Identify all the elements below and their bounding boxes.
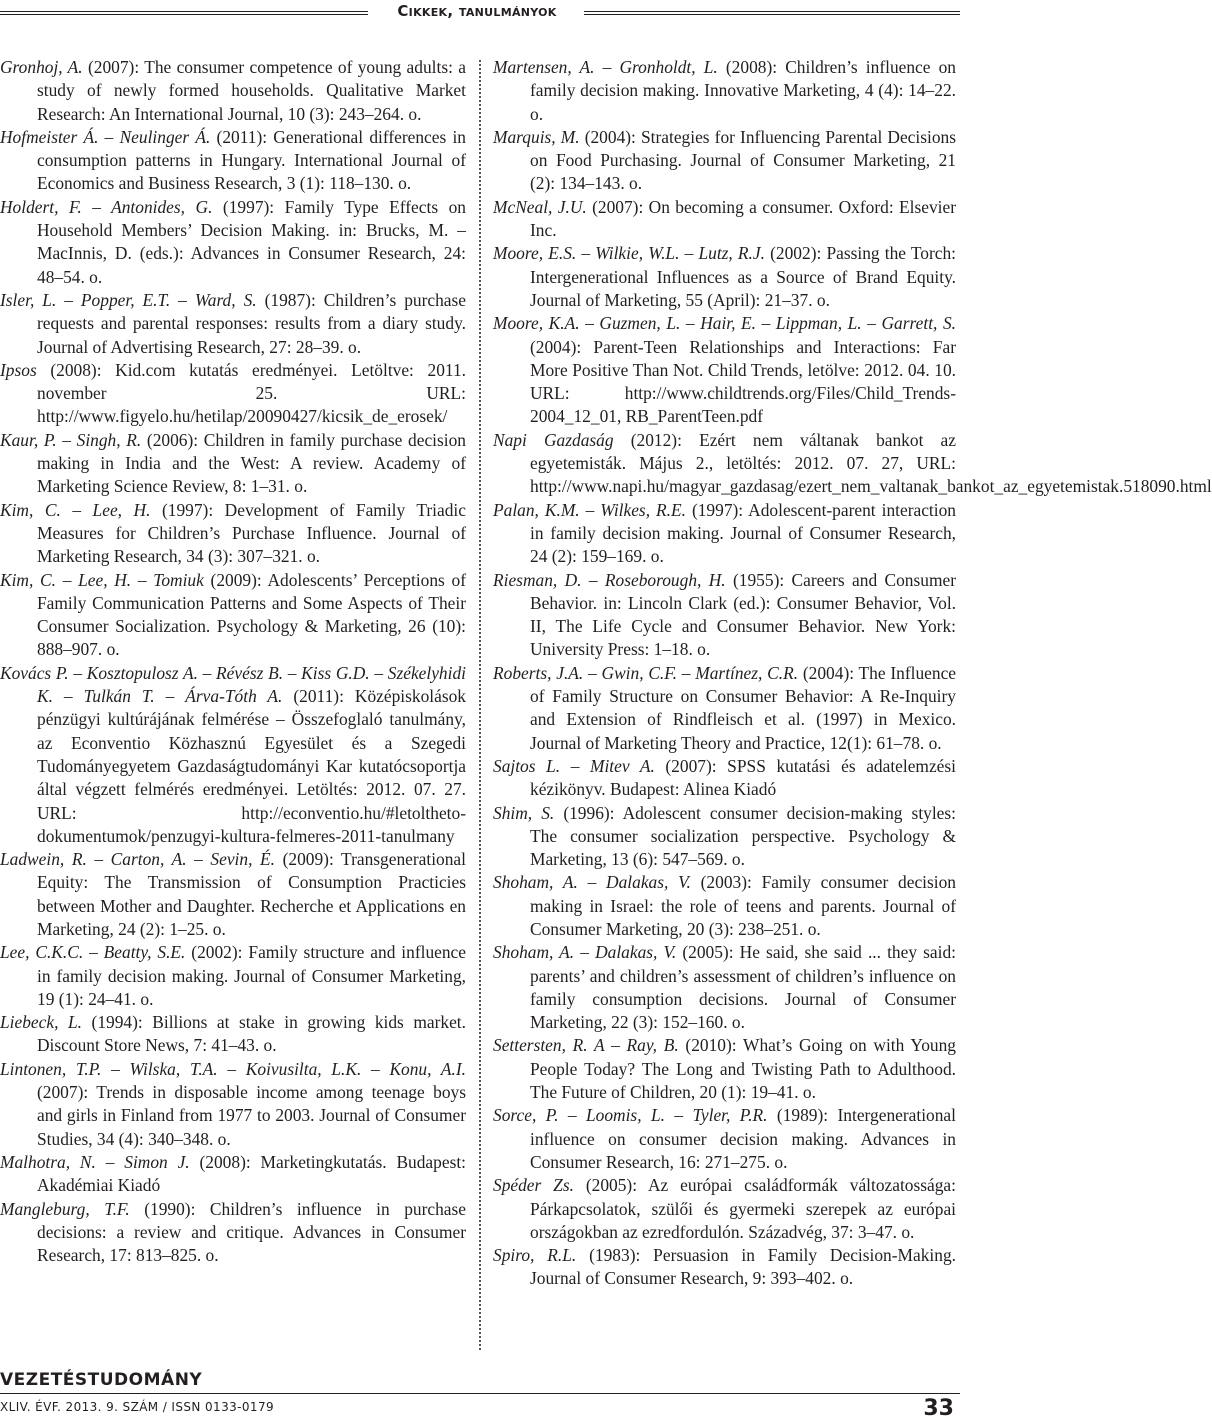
reference-entry xyxy=(0,662,466,848)
reference-author: Liebeck, L. xyxy=(0,1012,82,1033)
reference-entry xyxy=(0,429,466,499)
reference-entry xyxy=(0,499,466,569)
reference-author: Shoham, A. – Dalakas, V. xyxy=(493,872,691,893)
reference-text: (2004): Strategies for Influencing Parental Decisions on Food Purchasing. Journal of Consumer Marketing, 21 (2): 134–143. o. xyxy=(530,126,956,194)
reference-author: Kovács P. – Kosztopulosz A. – Révész B. – Kiss G.D. – Székelyhidi K. – Tulkán T. – Árva-Tóth A. xyxy=(0,662,466,707)
reference-text: (2008): Kid.com kutatás eredményei. Letöltve: 2011. november 25. URL: http://www.figyelo.hu/hetilap/20090427/kicsik_de_erosek/ xyxy=(36,359,466,427)
reference-author: Kaur, P. – Singh, R. xyxy=(0,429,142,450)
section-title: Cikkek, tanulmányok xyxy=(397,2,557,20)
reference-text: (2005): He said, she said ... they said: parents’ and children’s assessment of children’s influence on family consumption decisions. Journal of Consumer Marketing, 22 (3): 152–160. o. xyxy=(530,942,956,1033)
reference-text: (2007): Trends in disposable income among teenage boys and girls in Finland from 1977 to 2003. Journal of Consumer Studies, 34 (4): 340–348. o. xyxy=(37,1082,466,1149)
reference-author: Moore, E.S. – Wilkie, W.L. – Lutz, R.J. xyxy=(493,243,765,264)
references-left-column xyxy=(0,56,466,1267)
footer-rule xyxy=(0,1393,960,1394)
reference-author: Lintonen, T.P. – Wilska, T.A. – Koivusilta, L.K. – Konu, A.I. xyxy=(0,1058,466,1079)
reference-text: (2007): The consumer competence of young adults: a study of newly formed households. Qualitative Market Research: An International Journal, 10 (3): 243–264. o. xyxy=(37,57,466,124)
reference-entry xyxy=(493,662,956,755)
magazine-name: VEZETÉSTUDOMÁNY xyxy=(0,1370,203,1390)
reference-text: (2006): Children in family purchase decision making in India and the West: A review. Academy of Marketing Science Review, 8: 1–31. o. xyxy=(37,429,467,497)
reference-author: Settersten, R. A – Ray, B. xyxy=(493,1035,679,1056)
reference-entry xyxy=(493,429,1212,499)
reference-text: (2009): Transgenerational Equity: The Transmission of Consumption Practicies between Mother and Daughter. Recherche et Applications en Marketing, 24 (2): 1–25. o. xyxy=(37,849,466,939)
references-right-column xyxy=(493,56,1212,1291)
reference-author: Roberts, J.A. – Gwin, C.F. – Martínez, C.R. xyxy=(493,662,799,683)
reference-text: (2011): Középiskolások pénzügyi kultúrájának felmérése – Összefoglaló tanulmány, az Econventio Közhasznú Egyesület és a Szegedi Tudományegyetem Gazdaságtudományi Kar kutatócsoportja által végzett felmérés eredményei. Letöltés: 2012. 07. 27. URL: http://econventio.hu/#letoltheto-dokumentumok/penzugyi-kultura-felmeres-2011-tanulmany xyxy=(37,686,466,846)
header-rule-right xyxy=(584,11,960,15)
reference-author: Isler, L. – Popper, E.T. – Ward, S. xyxy=(0,289,257,310)
reference-entry xyxy=(0,126,466,196)
reference-author: Kim, C. – Lee, H. xyxy=(0,499,151,520)
reference-text: (2003): Family consumer decision making in Israel: the role of teens and parents. Journal of Consumer Marketing, 20 (3): 238–251. o. xyxy=(530,872,956,939)
reference-entry xyxy=(493,755,956,802)
reference-entry xyxy=(493,1174,956,1244)
reference-entry xyxy=(0,569,466,662)
issue-info: XLIV. ÉVF. 2013. 9. SZÁM / ISSN 0133-0179 xyxy=(0,1400,275,1414)
reference-text: (1983): Persuasion in Family Decision-Making. Journal of Consumer Research, 9: 393–402. o. xyxy=(530,1245,956,1289)
reference-text: (1989): Intergenerational influence on consumer decision making. Advances in Consumer Research, 16: 271–275. o. xyxy=(530,1105,956,1172)
reference-text: (1955): Careers and Consumer Behavior. in: Lincoln Clark (ed.): Consumer Behavior, Vol. II, The Life Cycle and Consumer Behavior. New York: University Press: 1–18. o. xyxy=(530,569,956,660)
reference-author: Martensen, A. – Gronholdt, L. xyxy=(493,57,718,77)
reference-text: (2008): Children’s influence on family decision making. Innovative Marketing, 4 (4): 14–22. o. xyxy=(530,57,956,124)
reference-author: Shoham, A. – Dalakas, V. xyxy=(493,942,677,963)
reference-text: (2012): Ezért nem váltanak bankot az egyetemisták. Május 2., letöltés: 2012. 07. 27, URL: http://www.napi.hu/magyar_gazdasag/ezert_nem_valtanak_bankot_az_egyetemistak.518090.html xyxy=(530,429,1212,497)
reference-entry xyxy=(493,242,956,312)
reference-entry xyxy=(0,848,466,941)
reference-author: Palan, K.M. – Wilkes, R.E. xyxy=(493,499,686,520)
reference-entry xyxy=(0,289,466,359)
reference-author: Gronhoj, A. xyxy=(0,57,83,77)
header-rule-left xyxy=(0,11,368,15)
reference-entry xyxy=(0,941,466,1011)
reference-text: (1997): Adolescent-parent interaction in family decision making. Journal of Consumer Research, 24 (2): 159–169. o. xyxy=(530,499,956,567)
reference-entry xyxy=(493,196,956,243)
reference-author: Shim, S. xyxy=(493,802,555,823)
reference-author: Malhotra, N. – Simon J. xyxy=(0,1151,190,1172)
reference-author: Lee, C.K.C. – Beatty, S.E. xyxy=(0,942,186,963)
reference-text: (2002): Family structure and influence in family decision making. Journal of Consumer Marketing, 19 (1): 24–41. o. xyxy=(37,942,466,1009)
reference-author: Marquis, M. xyxy=(493,126,580,147)
reference-entry xyxy=(493,1034,956,1104)
reference-entry xyxy=(493,569,956,662)
reference-text: (2002): Passing the Torch: Intergenerational Influences as a Source of Brand Equity. Journal of Marketing, 55 (April): 21–37. o. xyxy=(530,243,956,310)
reference-text: (2010): What’s Going on with Young People Today? The Long and Twisting Path to Adulthood. The Future of Children, 20 (1): 19–41. o. xyxy=(530,1035,957,1103)
reference-text: (1997): Development of Family Triadic Measures for Children’s Purchase Influence. Journal of Marketing Research, 34 (3): 307–321. o. xyxy=(37,499,466,567)
reference-entry xyxy=(493,871,956,941)
reference-entry xyxy=(493,312,956,428)
reference-author: Sajtos L. – Mitev A. xyxy=(493,755,655,776)
reference-entry xyxy=(0,56,466,126)
reference-entry xyxy=(493,802,956,872)
column-separator xyxy=(479,60,481,1350)
reference-author: Spéder Zs. xyxy=(493,1175,574,1196)
reference-author: Moore, K.A. – Guzmen, L. – Hair, E. – Lippman, L. – Garrett, S. xyxy=(493,313,956,334)
reference-text: (2007): SPSS kutatási és adatelemzési kézikönyv. Budapest: Alinea Kiadó xyxy=(530,755,956,800)
reference-author: McNeal, J.U. xyxy=(493,196,587,217)
reference-entry xyxy=(0,196,466,289)
reference-entry xyxy=(0,359,466,429)
reference-author: Ladwein, R. – Carton, A. – Sevin, É. xyxy=(0,849,275,870)
reference-author: Mangleburg, T.F. xyxy=(0,1198,130,1219)
page-header xyxy=(0,2,960,24)
reference-text: (2004): The Influence of Family Structure on Consumer Behavior: A Re-Inquiry and Extension of Rindfleisch et al. (1997) in Mexico. Journal of Marketing Theory and Practice, 12(1): 61–78. o. xyxy=(530,662,957,753)
reference-entry xyxy=(0,1011,466,1058)
reference-entry xyxy=(493,1104,956,1174)
reference-entry xyxy=(493,1244,956,1291)
reference-text: (1987): Children’s purchase requests and parental responses: results from a diary study. Journal of Advertising Research, 27: 28–39. o. xyxy=(37,289,466,357)
reference-author: Sorce, P. – Loomis, L. – Tyler, P.R. xyxy=(493,1105,768,1126)
reference-author: Spiro, R.L. xyxy=(493,1245,577,1266)
reference-entry xyxy=(0,1151,466,1198)
reference-text: (2009): Adolescents’ Perceptions of Family Communication Patterns and Some Aspects of Their Consumer Socialization. Psychology & Marketing, 26 (10): 888–907. o. xyxy=(37,569,466,660)
page-number: 33 xyxy=(923,1396,954,1421)
reference-entry xyxy=(493,56,956,126)
reference-text: (2007): On becoming a consumer. Oxford: Elsevier Inc. xyxy=(530,196,956,241)
reference-author: Kim, C. – Lee, H. – Tomiuk xyxy=(0,569,204,590)
reference-text: (1997): Family Type Effects on Household Members’ Decision Making. in: Brucks, M. – MacInnis, D. (eds.): Advances in Consumer Research, 24: 48–54. o. xyxy=(37,196,466,287)
reference-entry xyxy=(0,1058,466,1151)
reference-text: (2005): Az európai családformák változatossága: Párkapcsolatok, szülői és gyermeki szerepek az európai országokban az ezredfordulón. Századvég, 37: 3–47. o. xyxy=(530,1175,956,1242)
reference-text: (1990): Children’s influence in purchase decisions: a review and critique. Advances in Consumer Research, 17: 813–825. o. xyxy=(37,1198,466,1266)
reference-author: Holdert, F. – Antonides, G. xyxy=(0,196,213,217)
reference-text: (2008): Marketingkutatás. Budapest: Akadémiai Kiadó xyxy=(37,1151,466,1196)
reference-author: Ipsos xyxy=(0,359,37,380)
reference-author: Napi Gazdaság xyxy=(493,429,614,450)
reference-text: (1996): Adolescent consumer decision-making styles: The consumer socialization perspective. Psychology & Marketing, 13 (6): 547–569. o. xyxy=(530,802,957,870)
reference-entry xyxy=(493,941,956,1034)
reference-author: Riesman, D. – Roseborough, H. xyxy=(493,569,726,590)
reference-entry xyxy=(493,499,956,569)
reference-text: (1994): Billions at stake in growing kids market. Discount Store News, 7: 41–43. o. xyxy=(37,1012,466,1056)
reference-author: Hofmeister Á. – Neulinger Á. xyxy=(0,126,211,147)
reference-text: (2011): Generational differences in consumption patterns in Hungary. International Journal of Economics and Business Research, 3 (1): 118–130. o. xyxy=(37,126,466,194)
reference-entry xyxy=(0,1198,466,1268)
reference-text: (2004): Parent-Teen Relationships and Interactions: Far More Positive Than Not. Child Trends, letölve: 2012. 04. 10. URL: http://www.childtrends.org/Files/Child_Trends-2004_12_01, RB_ParentTeen.pdf xyxy=(530,336,956,427)
reference-entry xyxy=(493,126,956,196)
